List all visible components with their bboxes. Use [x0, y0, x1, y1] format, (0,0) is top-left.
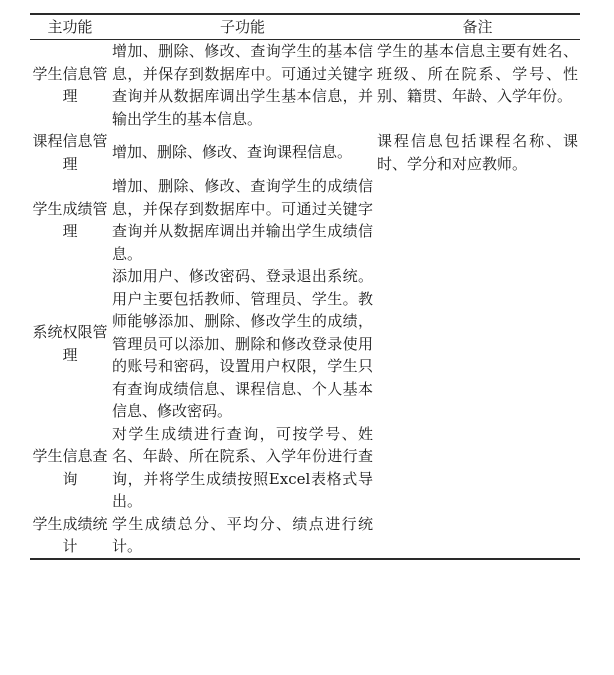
function-table-container	[30, 13, 580, 560]
table-body	[30, 40, 580, 559]
table-row	[30, 130, 580, 175]
main-function-cell: 课程信息管理	[32, 132, 108, 173]
header-sub-function: 子功能	[110, 14, 375, 40]
note-cell	[375, 423, 580, 513]
sub-function-cell: 增加、删除、修改、查询学生的基本信息，并保存到数据库中。可通过关键字查询并从数据库调出学生基本信息，并输出学生的基本信息。	[112, 42, 373, 128]
note-cell	[375, 175, 580, 265]
function-table	[30, 13, 580, 560]
main-function-cell: 学生成绩统计	[30, 513, 110, 559]
header-main-function: 主功能	[30, 14, 110, 40]
note-cell: 课程信息包括课程名称、课时、学分和对应教师。	[377, 132, 578, 173]
table-row	[30, 40, 580, 131]
header-note: 备注	[375, 14, 580, 40]
table-row	[30, 175, 580, 265]
note-cell	[375, 513, 580, 559]
main-function-cell: 系统权限管理	[32, 323, 108, 364]
main-function-cell: 学生信息管理	[32, 64, 108, 105]
table-row	[30, 513, 580, 559]
sub-function-cell: 对学生成绩进行查询，可按学号、姓名、年龄、所在院系、入学年份进行查询，并将学生成绩按照Excel表格式导出。	[112, 424, 373, 510]
note-cell	[375, 265, 580, 423]
header-row	[30, 14, 580, 40]
main-function-cell: 学生成绩管理	[32, 199, 108, 240]
table-row	[30, 265, 580, 423]
main-function-cell: 学生信息查询	[32, 447, 108, 488]
sub-function-cell: 增加、删除、修改、查询学生的成绩信息，并保存到数据库中。可通过关键字查询并从数据库调出并输出学生成绩信息。	[112, 177, 373, 263]
sub-function-cell: 学生成绩总分、平均分、绩点进行统计。	[110, 513, 375, 559]
table-row	[30, 423, 580, 513]
note-cell: 学生的基本信息主要有姓名、班级、所在院系、学号、性别、籍贯、年龄、入学年份。	[377, 42, 578, 105]
sub-function-cell: 增加、删除、修改、查询课程信息。	[112, 143, 353, 162]
sub-function-cell: 添加用户、修改密码、登录退出系统。用户主要包括教师、管理员、学生。教师能够添加、删除、修改学生的成绩，管理员可以添加、删除和修改登录使用的账号和密码，设置用户权限，学生只有查询成绩信息、课程信息、个人基本信息、修改密码。	[112, 267, 373, 420]
table-header	[30, 14, 580, 40]
